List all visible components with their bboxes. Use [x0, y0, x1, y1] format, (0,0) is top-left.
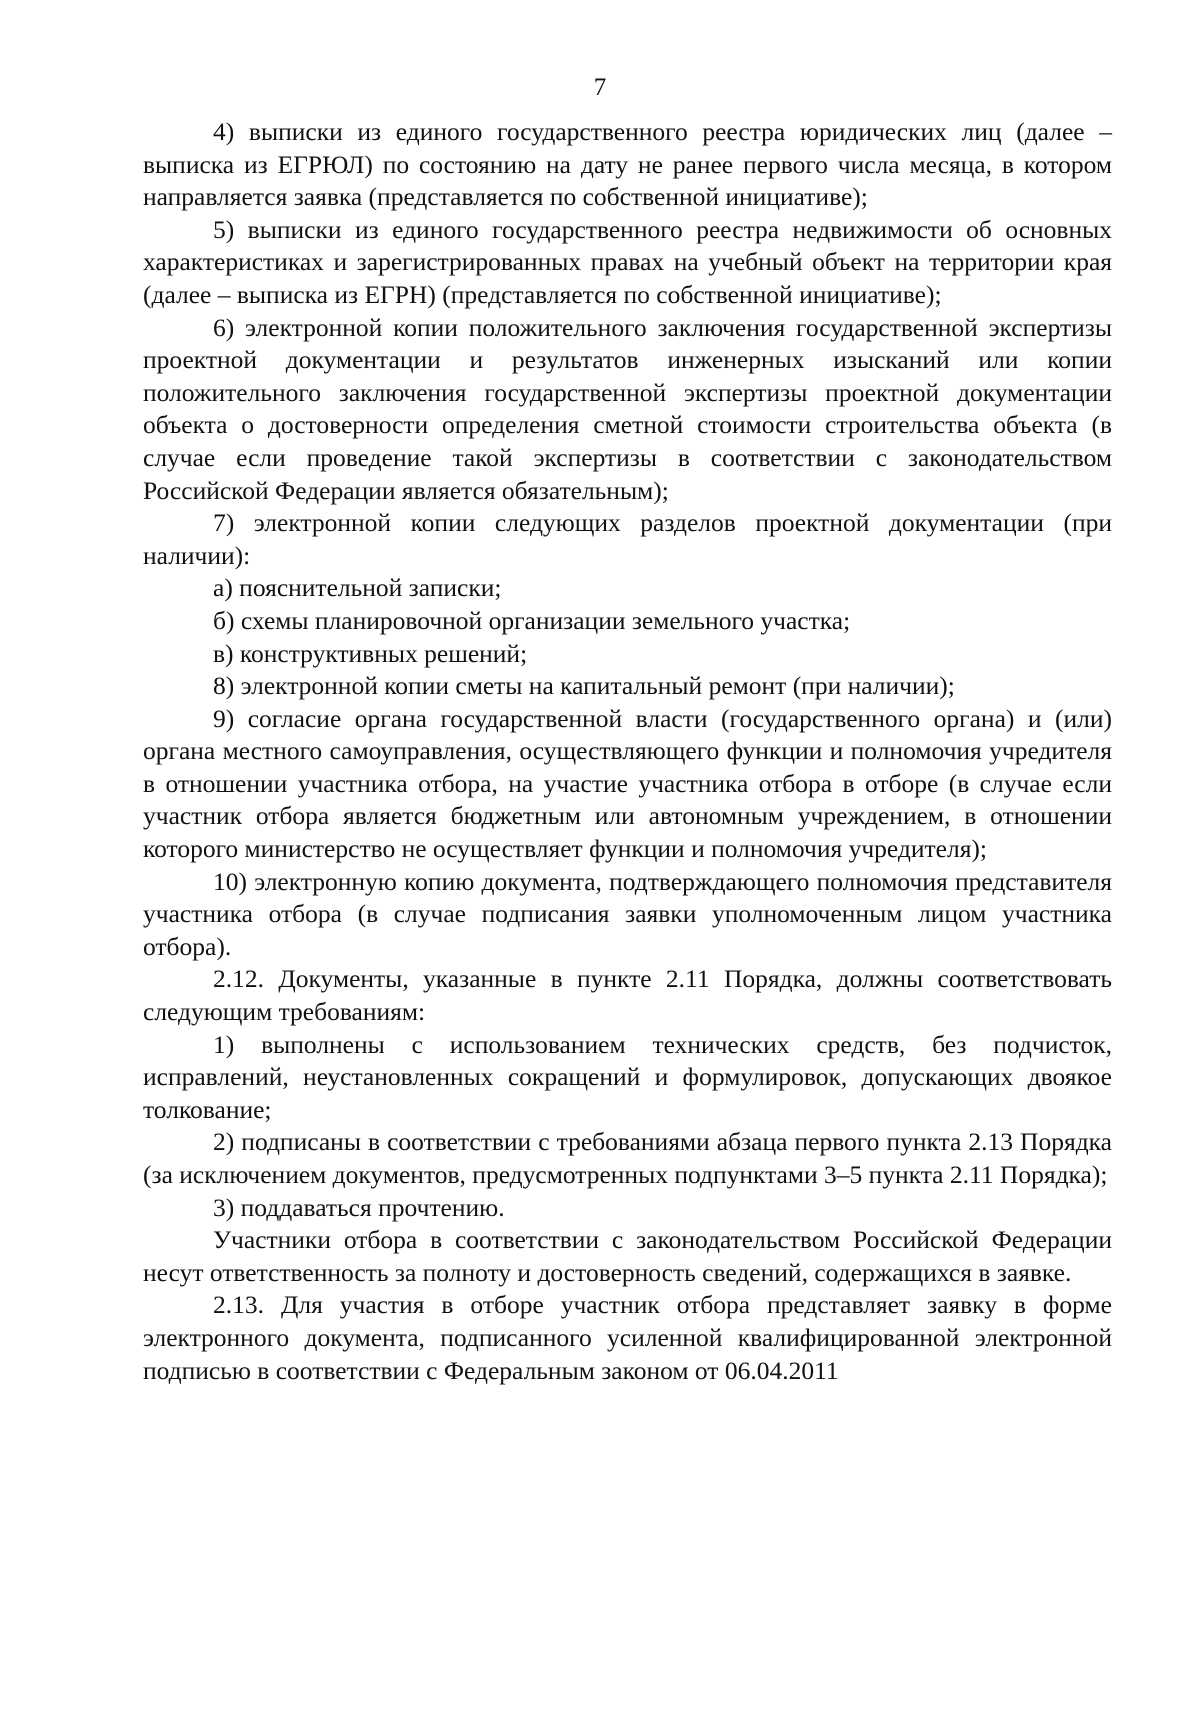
paragraph-subitem-a: а) пояснительной записки;: [213, 573, 502, 603]
paragraph-item-7: 7) электронной копии следующих разделов проектной документации (при наличии):: [143, 508, 1112, 570]
page-number: 7: [593, 74, 607, 101]
paragraph-requirement-1: 1) выполнены с использованием технических средств, без подчисток, исправлений, неустановленных сокращений и формулировок, допускающих двоякое толкование;: [143, 1029, 1112, 1124]
paragraph-item-5: 5) выписки из единого государственного реестра недвижимости об основных характеристиках и зарегистрированных правах на учебный объект на территории края (далее – выписка из ЕГРН) (представляется по собственной инициативе);: [143, 214, 1112, 309]
paragraph-item-6: 6) электронной копии положительного заключения государственной экспертизы проектной документации и результатов инженерных изысканий или копии положительного заключения государственной экспертизы проектной документации объекта о достоверности определения сметной стоимости строительства объекта (в случае если проведение такой экспертизы в соответствии с законодательством Российской Федерации является обязательным);: [143, 312, 1112, 505]
paragraph-subitem-v: в) конструктивных решений;: [213, 638, 528, 668]
paragraph-item-4: 4) выписки из единого государственного реестра юридических лиц (далее – выписка из ЕГРЮЛ) по состоянию на дату не ранее первого числа месяца, в котором направляется заявка (представляется по собственной инициативе);: [143, 117, 1112, 212]
paragraph-subitem-b: б) схемы планировочной организации земельного участка;: [213, 605, 851, 635]
paragraph-section-2-12: 2.12. Документы, указанные в пункте 2.11 Порядка, должны соответствовать следующим требованиям:: [143, 964, 1112, 1027]
paragraph-responsibility: Участники отбора в соответствии с законодательством Российской Федерации несут ответственность за полноту и достоверность сведений, содержащихся в заявке.: [143, 1225, 1112, 1287]
paragraph-section-2-13: 2.13. Для участия в отборе участник отбора представляет заявку в форме электронного документа, подписанного усиленной квалифицированной электронной подписью в соответствии с Федеральным законом от 06.04.2011: [143, 1290, 1112, 1385]
paragraph-item-9: 9) согласие органа государственной власти (государственного органа) и (или) органа местного самоуправления, осуществляющего функции и полномочия учредителя в отношении участника отбора, на участие участника отбора в отборе (в случае если участник отбора является бюджетным или автономным учреждением, в отношении которого министерство не осуществляет функции и полномочия учредителя);: [143, 703, 1112, 864]
paragraph-item-10: 10) электронную копию документа, подтверждающего полномочия представителя участника отбора (в случае подписания заявки уполномоченным лицом участника отбора).: [143, 866, 1112, 961]
paragraph-requirement-3: 3) поддаваться прочтению.: [213, 1192, 505, 1222]
paragraph-item-8: 8) электронной копии сметы на капитальный ремонт (при наличии);: [213, 671, 955, 701]
page-body: [143, 116, 1112, 1387]
paragraph-requirement-2: 2) подписаны в соответствии с требованиями абзаца первого пункта 2.13 Порядка (за исключением документов, предусмотренных подпунктами 3–5 пункта 2.11 Порядка);: [143, 1127, 1112, 1189]
